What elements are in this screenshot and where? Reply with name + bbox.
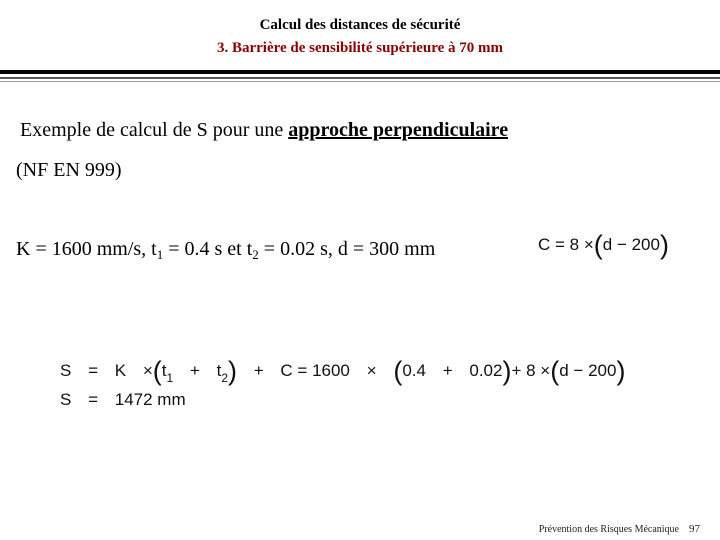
param-k: K = 1600 mm/s, t xyxy=(16,238,157,260)
slide-title: Calcul des distances de sécurité xyxy=(259,17,461,33)
calculation-row-1 xyxy=(60,356,625,387)
footer-label: Prévention des Risques Mécanique xyxy=(538,524,679,535)
calc-open: ( xyxy=(152,356,162,386)
calc-close3: ) xyxy=(616,356,626,386)
calc-t2: t xyxy=(216,361,222,380)
calc-open2: ( xyxy=(393,356,403,386)
formula-c-close: ) xyxy=(659,230,669,260)
calc-plus2: + xyxy=(253,361,264,380)
calc-t2-sub: 2 xyxy=(221,371,229,385)
calc-close2: ) xyxy=(502,356,512,386)
calc-eq: = xyxy=(88,361,99,380)
calc-plus3: + xyxy=(442,361,453,380)
calc-d: d − 200 xyxy=(559,361,617,380)
calc-c-eq: C = 1600 xyxy=(280,361,350,380)
slide-subtitle: 3. Barrière de sensibilité supérieure à 70 mm xyxy=(216,40,504,56)
calc-times: × xyxy=(142,361,153,380)
param-t2-sub: 2 xyxy=(252,247,259,262)
param-t1-sub: 1 xyxy=(156,247,164,262)
header-divider-mid xyxy=(0,77,720,79)
calc-plus4: + xyxy=(511,361,522,380)
result-eq: = xyxy=(88,390,99,409)
calc-s: S xyxy=(60,361,72,380)
calc-t1: t xyxy=(161,361,167,380)
formula-c-lhs: C = 8 × xyxy=(538,235,594,254)
calc-t1-sub: 1 xyxy=(166,371,174,385)
standard-reference: (NF EN 999) xyxy=(16,159,122,181)
example-intro xyxy=(20,118,508,142)
calc-times2: × xyxy=(366,361,377,380)
calc-close: ) xyxy=(228,356,238,386)
page-number: 97 xyxy=(689,523,700,535)
param-rest: = 0.02 s, d = 300 mm xyxy=(258,238,436,260)
calc-plus1: + xyxy=(189,361,200,380)
result-s: S xyxy=(60,390,72,409)
example-intro-emphasis: approche perpendiculaire xyxy=(288,119,509,141)
calc-k: K xyxy=(114,361,127,380)
result-value: 1472 mm xyxy=(114,390,186,409)
calc-open3: ( xyxy=(550,356,560,386)
formula-c xyxy=(538,230,669,261)
calc-eight: 8 × xyxy=(526,361,551,380)
param-t1: = 0.4 s et t xyxy=(163,238,253,260)
header-divider-thin xyxy=(0,81,720,82)
formula-c-inner: d − 200 xyxy=(602,235,660,254)
example-intro-prefix: Exemple de calcul de S pour une xyxy=(20,119,289,141)
header-divider-thick xyxy=(0,70,720,74)
calc-v1: 0.4 xyxy=(402,361,426,380)
calc-v2: 0.02 xyxy=(469,361,503,380)
parameters-line xyxy=(16,237,435,261)
calculation-row-2 xyxy=(60,390,186,410)
slide-footer xyxy=(539,523,700,535)
formula-c-open: ( xyxy=(593,230,603,260)
